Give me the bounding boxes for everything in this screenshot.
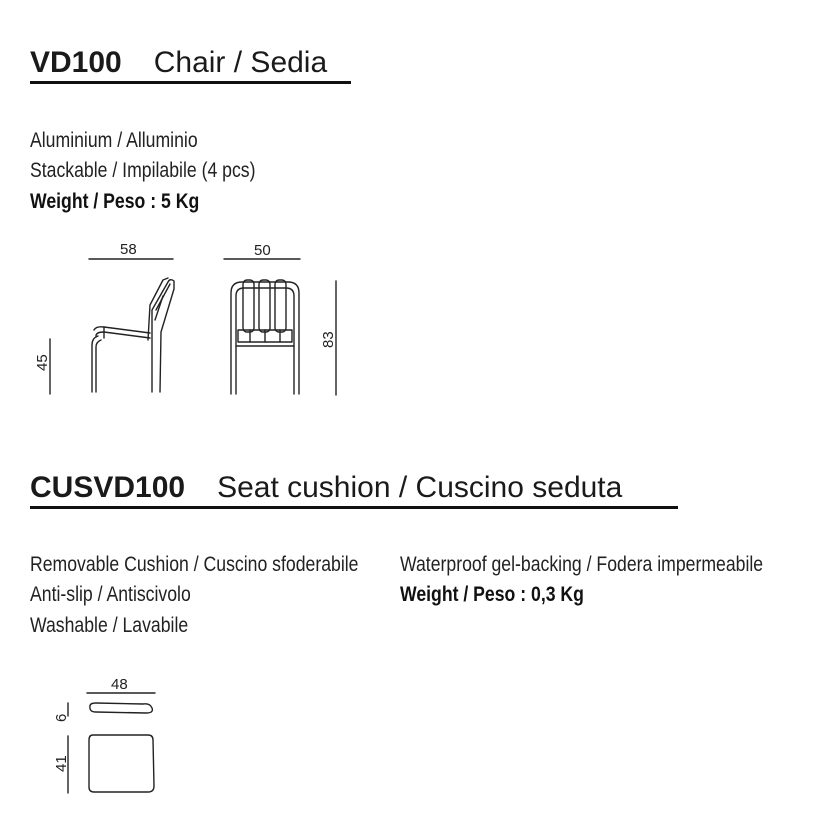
chair-front-view-drawing xyxy=(224,259,336,395)
chair-spec-stackable: Stackable / Impilabile (4 pcs) xyxy=(30,159,256,182)
chair-dim-total-height: 83 xyxy=(320,331,337,348)
chair-side-view-drawing xyxy=(50,259,174,394)
cushion-dim-depth: 41 xyxy=(53,755,70,772)
chair-code: VD100 xyxy=(30,46,122,79)
chair-dim-front-width: 50 xyxy=(254,242,271,259)
cushion-spec-waterproof: Waterproof gel-backing / Fodera impermeabile xyxy=(400,553,764,576)
cushion-code: CUSVD100 xyxy=(30,471,186,504)
cushion-side-profile-drawing xyxy=(68,693,155,716)
cushion-heading-underline xyxy=(30,506,678,509)
cushion-weight: Weight / Peso : 0,3 Kg xyxy=(400,583,584,606)
chair-spec-material: Aluminium / Alluminio xyxy=(30,129,198,152)
cushion-spec-washable: Washable / Lavabile xyxy=(30,614,189,637)
cushion-name: Seat cushion / Cuscino seduta xyxy=(217,471,623,504)
chair-weight: Weight / Peso : 5 Kg xyxy=(30,190,200,213)
cushion-spec-removable: Removable Cushion / Cuscino sfoderabile xyxy=(30,553,359,576)
chair-name: Chair / Sedia xyxy=(153,46,328,79)
cushion-dim-width: 48 xyxy=(111,676,128,693)
chair-dim-side-width: 58 xyxy=(120,241,137,258)
cushion-top-view-drawing xyxy=(68,735,154,793)
cushion-spec-antislip: Anti-slip / Antiscivolo xyxy=(30,583,191,606)
cushion-heading xyxy=(30,473,622,503)
cushion-dim-thickness: 6 xyxy=(53,713,70,722)
chair-dim-seat-height: 45 xyxy=(34,354,51,371)
